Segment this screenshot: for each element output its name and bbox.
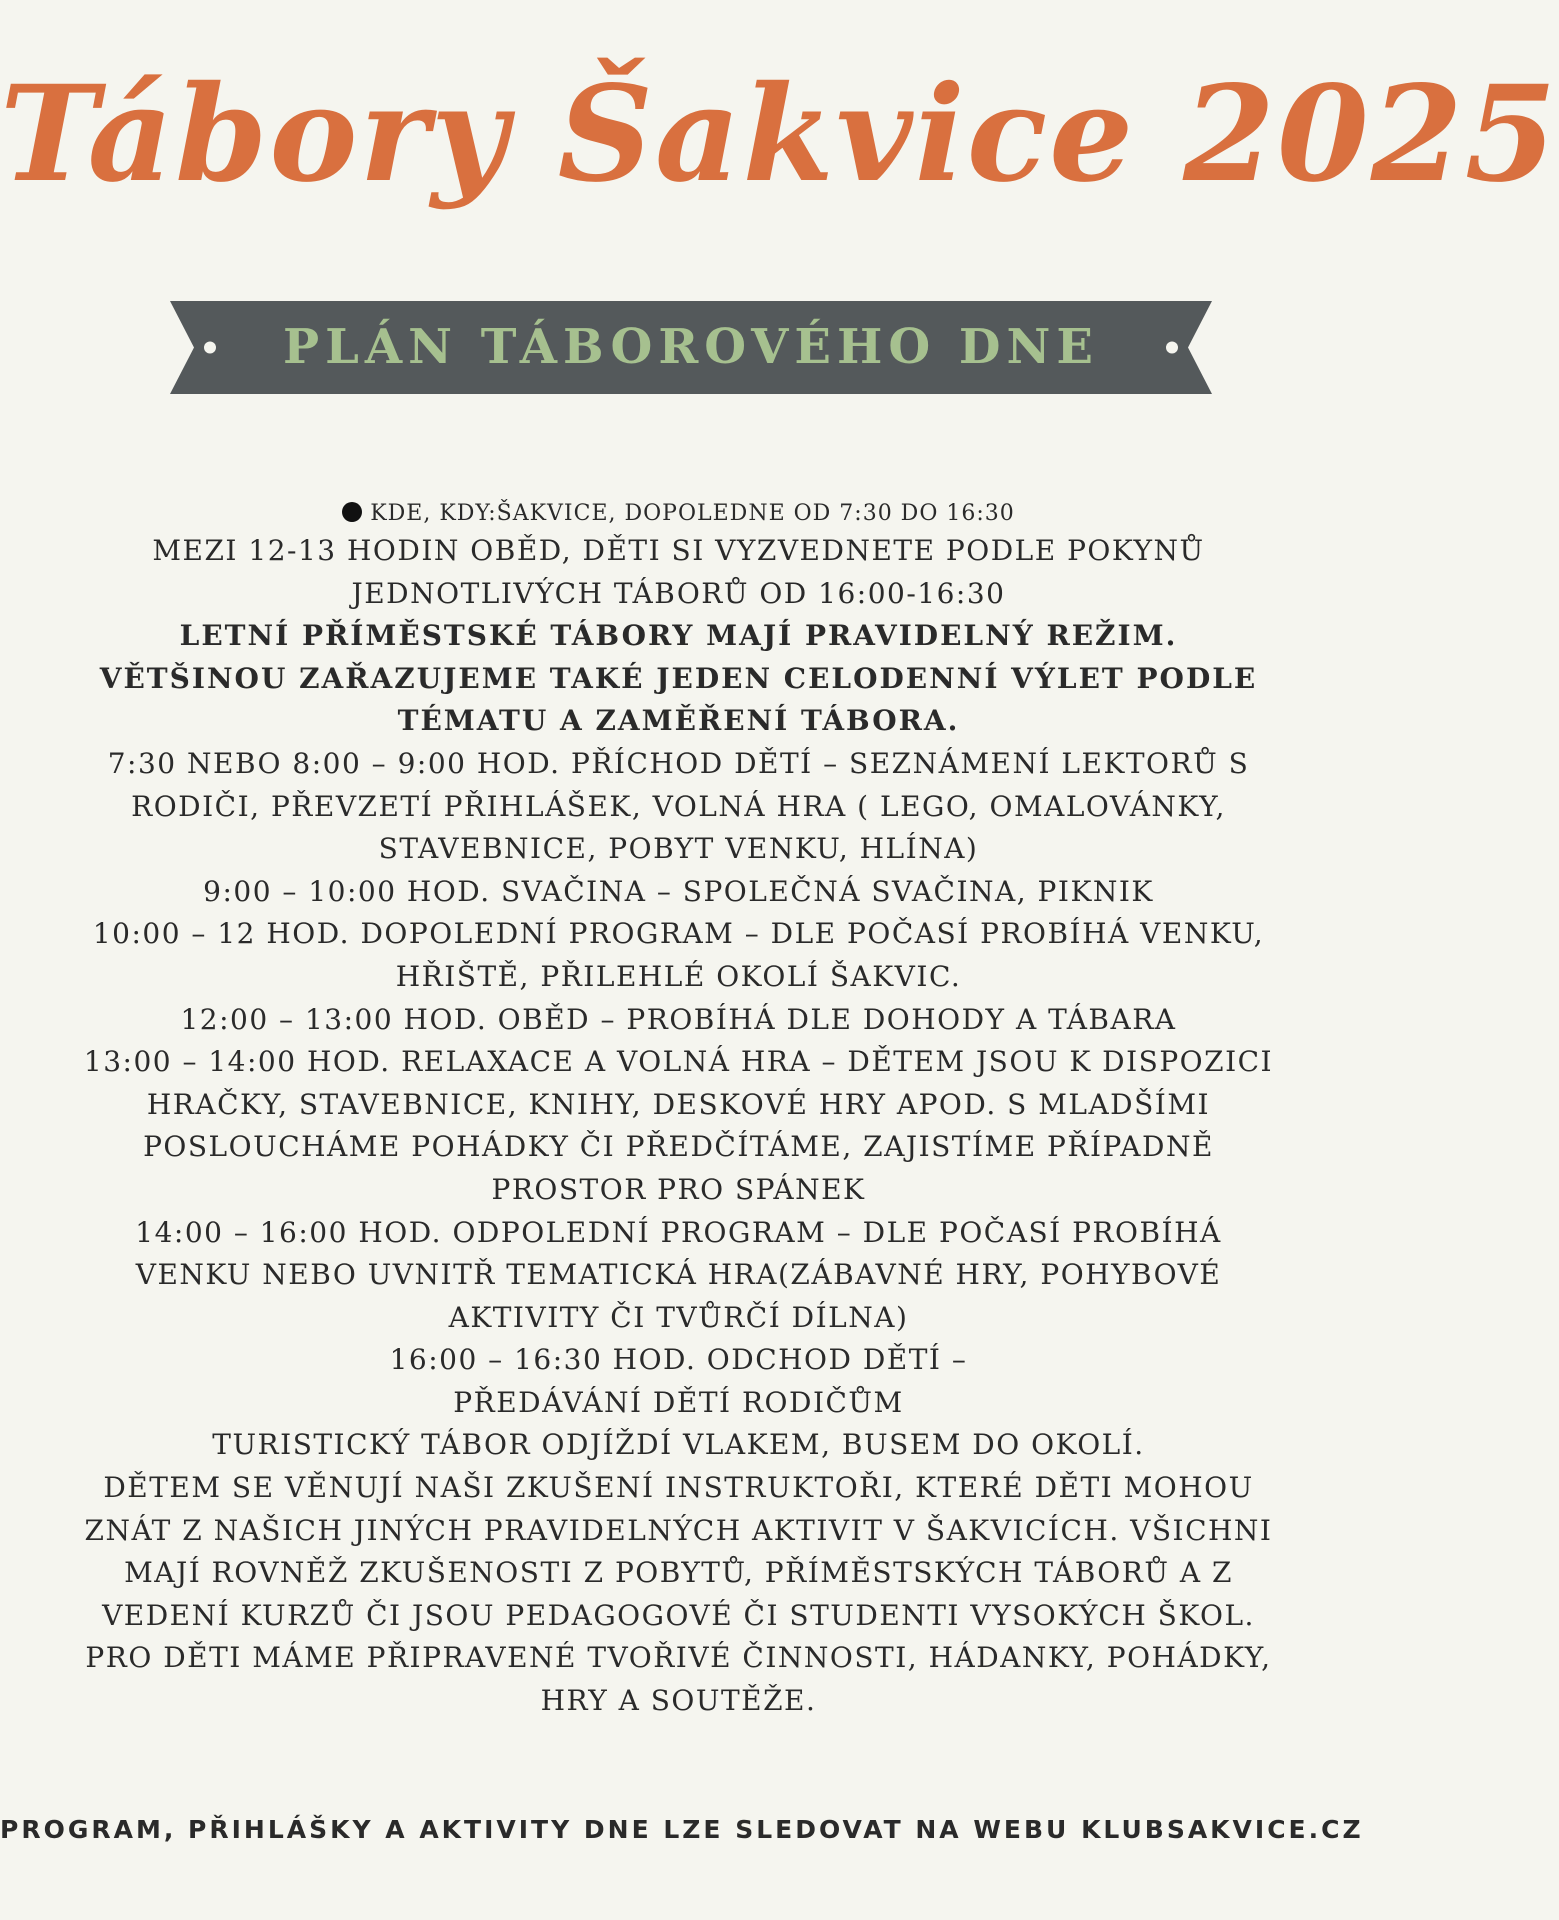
- schedule-item: 10:00 – 12 HOD. DOPOLEDNÍ PROGRAM – DLE POČASÍ PROBÍHÁ VENKU, HŘIŠTĚ, PŘILEHLÉ OKOLÍ ŠAKVIC.: [92, 917, 1265, 993]
- intro-bold-paragraph: LETNÍ PŘÍMĚSTSKÉ TÁBORY MAJÍ PRAVIDELNÝ REŽIM. VĚTŠINOU ZAŘAZUJEME TAKÉ JEDEN CELODENNÍ VÝLET PODLE TÉMATU A ZAMĚŘENÍ TÁBORA.: [99, 619, 1258, 738]
- section-banner: [170, 301, 1212, 394]
- page-title: Tábory Šakvice 2025: [0, 57, 1559, 212]
- schedule-item: 7:30 NEBO 8:00 – 9:00 HOD. PŘÍCHOD DĚTÍ – SEZNÁMENÍ LEKTORŮ S RODIČI, PŘEVZETÍ PŘIHLÁŠEK, VOLNÁ HRA ( LEGO, OMALOVÁNKY, STAVEBNICE, POBYT VENKU, HLÍNA): [107, 746, 1250, 866]
- schedule-item: 12:00 – 13:00 HOD. OBĚD – PROBÍHÁ DLE DOHODY A TÁBARA: [180, 1002, 1177, 1036]
- banner-text: PLÁN TÁBOROVÉHO DNE: [283, 319, 1099, 375]
- schedule-item: 16:00 – 16:30 HOD. ODCHOD DĚTÍ –: [389, 1343, 968, 1377]
- schedule-item: PŘEDÁVÁNÍ DĚTÍ RODIČŮM: [453, 1385, 904, 1419]
- where-when-text: KDE, KDY:ŠAKVICE, DOPOLEDNE OD 7:30 DO 16:30: [370, 501, 1015, 526]
- schedule-item: 13:00 – 14:00 HOD. RELAXACE A VOLNÁ HRA – DĚTEM JSOU K DISPOZICI HRAČKY, STAVEBNICE, KNIHY, DESKOVÉ HRY APOD. S MLADŠÍMI POSLOUCHÁME POHÁDKY ČI PŘEDČÍTÁME, ZAJISTÍME PŘÍPADNĚ PROSTOR PRO SPÁNEK: [83, 1045, 1274, 1206]
- main-content: [80, 498, 1277, 1723]
- bullet-icon: [342, 502, 362, 522]
- closing-paragraph: TURISTICKÝ TÁBOR ODJÍŽDÍ VLAKEM, BUSEM DO OKOLÍ.: [212, 1428, 1145, 1462]
- schedule-item: 14:00 – 16:00 HOD. ODPOLEDNÍ PROGRAM – DLE POČASÍ PROBÍHÁ VENKU NEBO UVNITŘ TEMATICKÁ HRA(ZÁBAVNÉ HRY, POHYBOVÉ AKTIVITY ČI TVŮRČÍ DÍLNA): [135, 1215, 1222, 1334]
- where-when-line: [80, 498, 1277, 530]
- footer-web-note: PROGRAM, PŘIHLÁŠKY A AKTIVITY DNE LZE SLEDOVAT NA WEBU KLUBSAKVICE.CZ: [0, 1815, 1364, 1844]
- lunch-pickup-paragraph: MEZI 12-13 HODIN OBĚD, DĚTI SI VYZVEDNETE PODLE POKYNŮ JEDNOTLIVÝCH TÁBORŮ OD 16:00-16:30: [152, 534, 1205, 610]
- schedule-item: 9:00 – 10:00 HOD. SVAČINA – SPOLEČNÁ SVAČINA, PIKNIK: [203, 874, 1154, 908]
- closing-paragraph: DĚTEM SE VĚNUJÍ NAŠI ZKUŠENÍ INSTRUKTOŘI, KTERÉ DĚTI MOHOU ZNÁT Z NAŠICH JINÝCH PRAVIDELNÝCH AKTIVIT V ŠAKVICÍCH. VŠICHNI MAJÍ ROVNĚŽ ZKUŠENOSTI Z POBYTŮ, PŘÍMĚSTSKÝCH TÁBORŮ A Z VEDENÍ KURZŮ ČI JSOU PEDAGOGOVÉ ČI STUDENTI VYSOKÝCH ŠKOL. PRO DĚTI MÁME PŘIPRAVENÉ TVOŘIVÉ ČINNOSTI, HÁDANKY, POHÁDKY, HRY A SOUTĚŽE.: [84, 1471, 1273, 1718]
